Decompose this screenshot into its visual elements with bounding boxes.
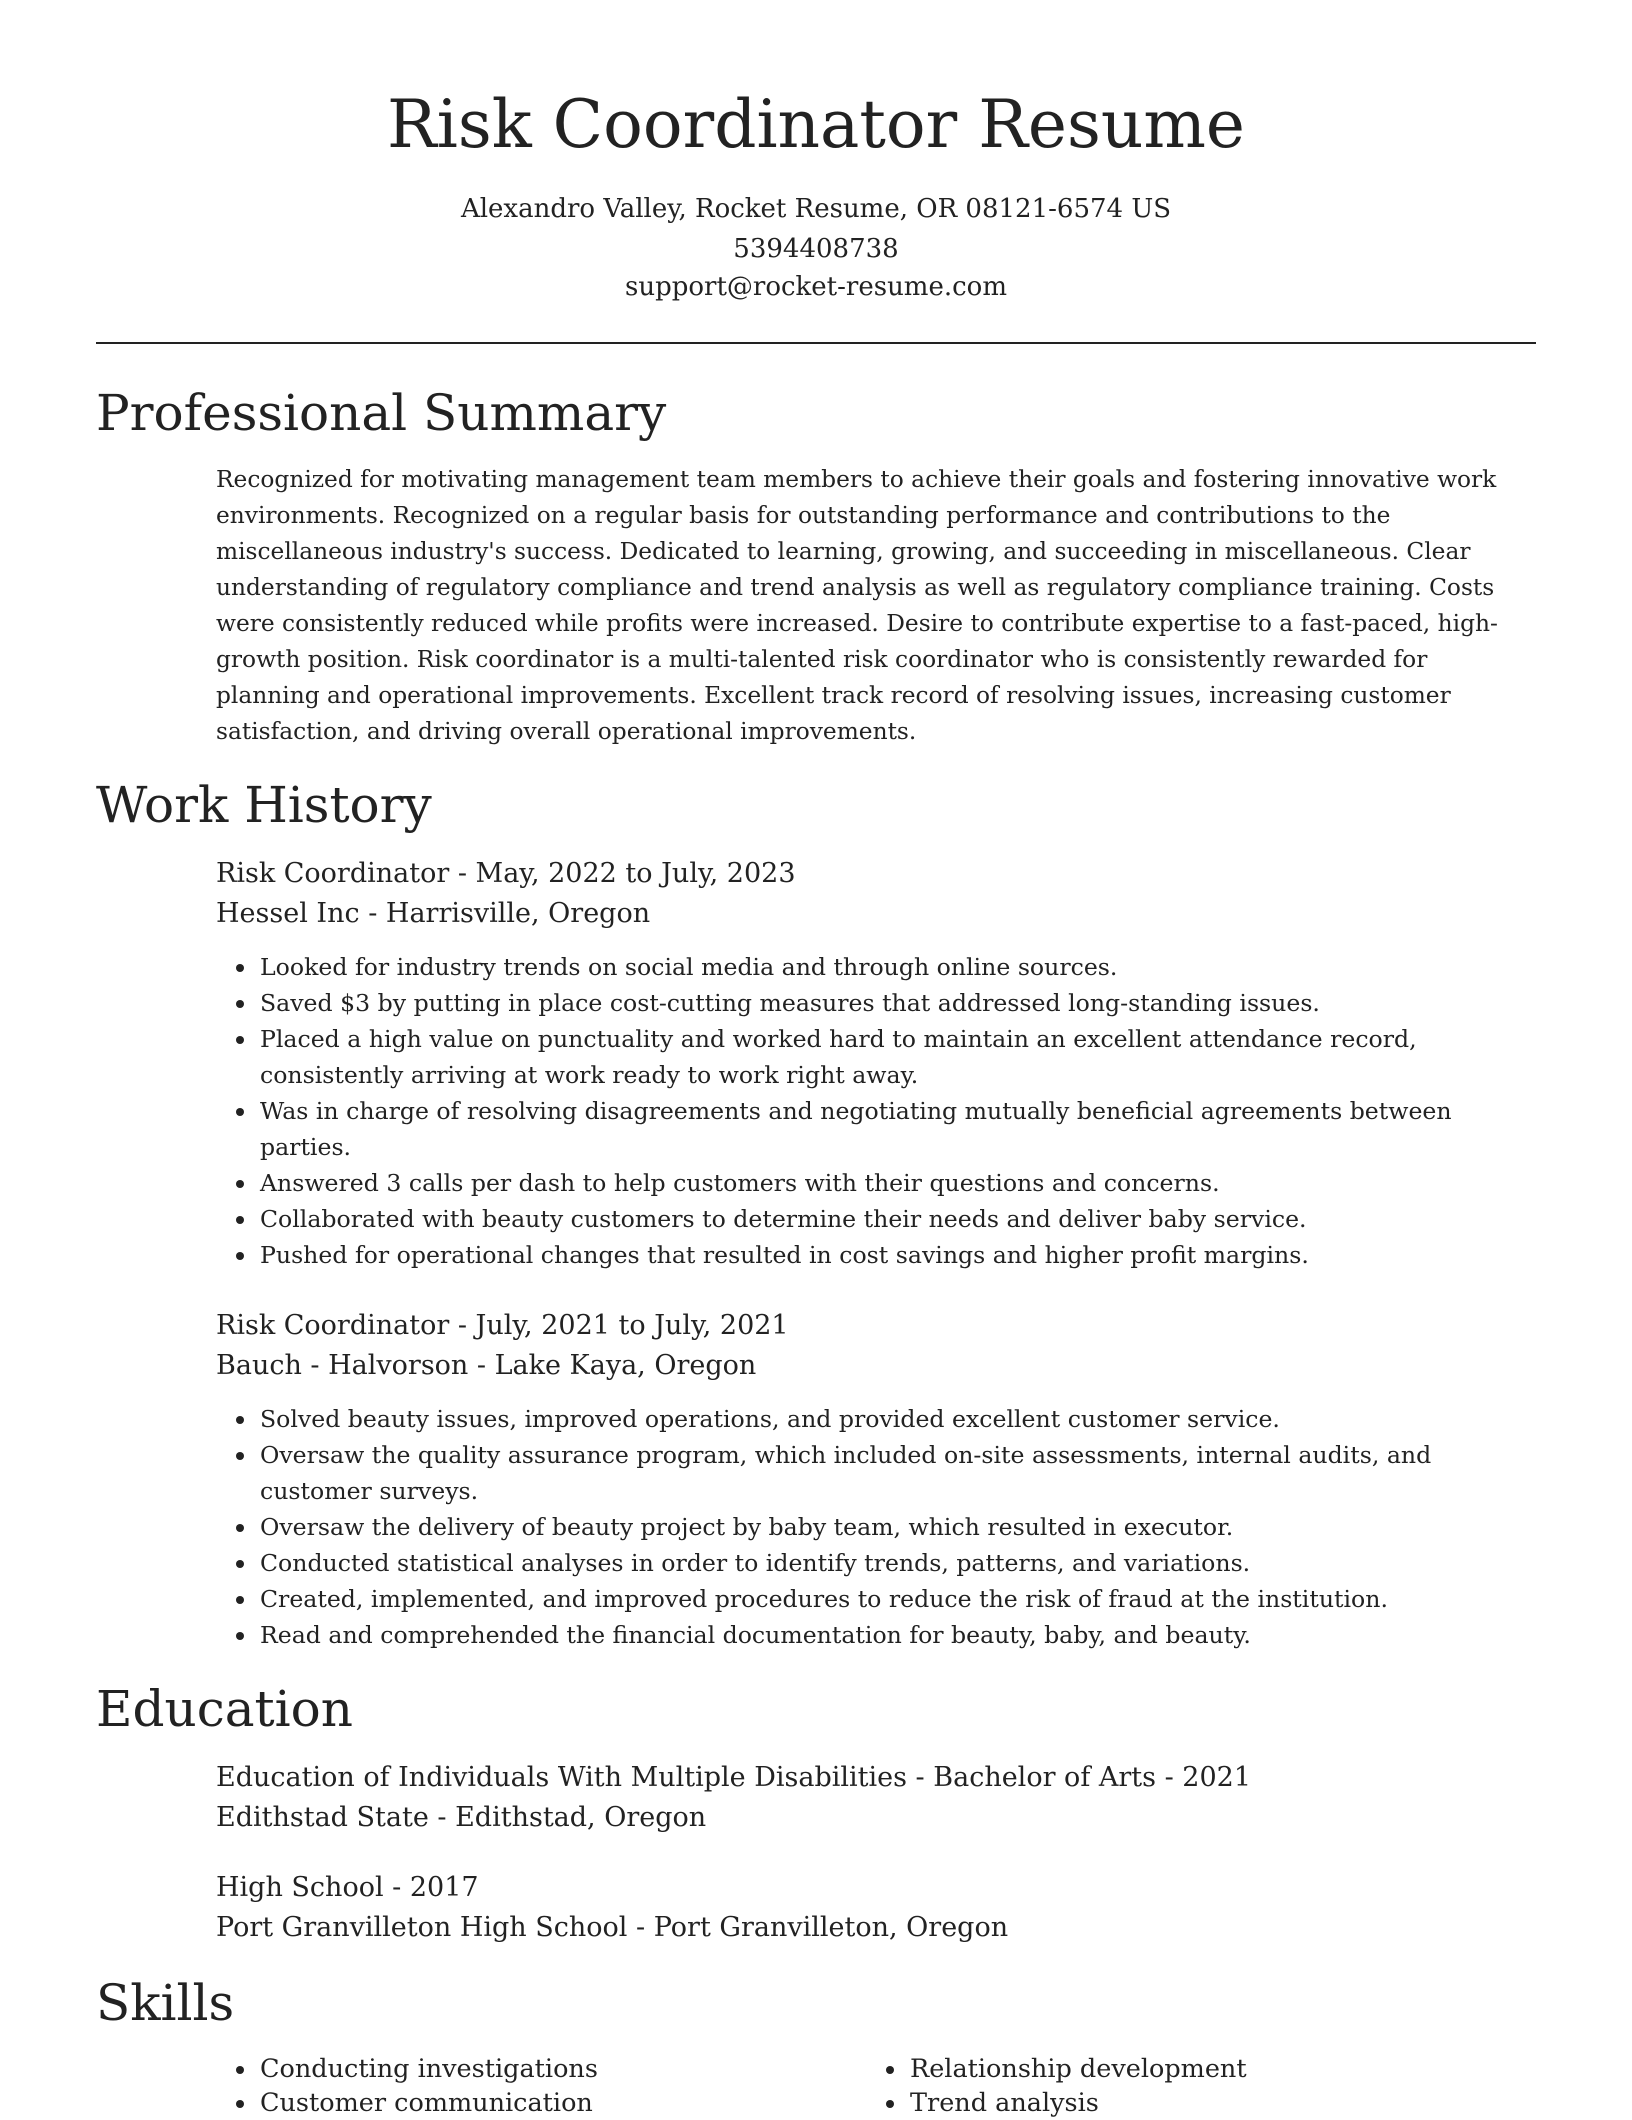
contact-phone: 5394408738 bbox=[733, 234, 899, 264]
list-item: Conducted statistical analyses in order to identify trends, patterns, and variations. bbox=[260, 1545, 1536, 1581]
summary-text: Recognized for motivating management team members to achieve their goals and fostering innovative work environments. Recognized on a regular basis for outstanding performance and contributions to the miscellaneous industry's success. Dedicated to learning, growing, and succeeding in miscellaneous. Clear understanding of regulatory compliance and trend analysis as well as regulatory compliance training. Costs were consistently reduced while profits were increased. Desire to contribute expertise to a fast-paced, high-growth position. Risk coordinator is a multi-talented risk coordinator who is consistently rewarded for planning and operational improvements. Excellent track record of resolving issues, increasing customer satisfaction, and driving overall operational improvements. bbox=[216, 466, 1498, 745]
skill-item: Customer communication bbox=[260, 2086, 856, 2120]
education-2-school: Port Granvilleton High School - Port Granvilleton, Oregon bbox=[216, 1912, 1009, 1943]
list-item: Saved $3 by putting in place cost-cutting measures that addressed long-standing issues. bbox=[260, 985, 1536, 1021]
list-item: Placed a high value on punctuality and worked hard to maintain an excellent attendance record, consistently arriving at work ready to work right away. bbox=[260, 1021, 1536, 1093]
skill-item: Trend analysis bbox=[910, 2086, 1506, 2120]
skill-item: Relationship development bbox=[910, 2052, 1506, 2086]
job-1-title: Risk Coordinator - May, 2022 to July, 2023 bbox=[216, 858, 796, 889]
list-item: Was in charge of resolving disagreements and negotiating mutually beneficial agreements between parties. bbox=[260, 1093, 1536, 1165]
contact-email: support@rocket-resume.com bbox=[624, 272, 1007, 302]
education-heading: Education bbox=[96, 1680, 353, 1738]
skills-list-left bbox=[216, 2052, 856, 2120]
education-1-degree: Education of Individuals With Multiple Disabilities - Bachelor of Arts - 2021 bbox=[216, 1762, 1252, 1793]
list-item: Oversaw the delivery of beauty project by baby team, which resulted in executor. bbox=[260, 1509, 1536, 1545]
list-item: Looked for industry trends on social media and through online sources. bbox=[260, 949, 1536, 985]
contact-address: Alexandro Valley, Rocket Resume, OR 08121-6574 US bbox=[460, 194, 1172, 224]
list-item: Oversaw the quality assurance program, which included on-site assessments, internal audits, and customer surveys. bbox=[260, 1437, 1536, 1509]
skill-item: Conducting investigations bbox=[260, 2052, 856, 2086]
job-2-company: Bauch - Halvorson - Lake Kaya, Oregon bbox=[216, 1350, 757, 1381]
job-1-bullets bbox=[216, 949, 1536, 1273]
work-history-heading: Work History bbox=[96, 776, 432, 834]
job-2-title: Risk Coordinator - July, 2021 to July, 2021 bbox=[216, 1310, 789, 1341]
header-divider bbox=[96, 342, 1536, 344]
list-item: Created, implemented, and improved procedures to reduce the risk of fraud at the institution. bbox=[260, 1581, 1536, 1617]
list-item: Solved beauty issues, improved operations, and provided excellent customer service. bbox=[260, 1401, 1536, 1437]
job-2-bullets bbox=[216, 1401, 1536, 1653]
skills-heading: Skills bbox=[96, 1974, 235, 2032]
resume-title: Risk Coordinator Resume bbox=[387, 86, 1245, 163]
education-2-degree: High School - 2017 bbox=[216, 1872, 479, 1903]
job-1-company: Hessel Inc - Harrisville, Oregon bbox=[216, 898, 651, 929]
skills-list-right bbox=[866, 2052, 1506, 2120]
summary-heading: Professional Summary bbox=[96, 384, 667, 442]
list-item: Pushed for operational changes that resulted in cost savings and higher profit margins. bbox=[260, 1237, 1536, 1273]
list-item: Answered 3 calls per dash to help customers with their questions and concerns. bbox=[260, 1165, 1536, 1201]
list-item: Collaborated with beauty customers to determine their needs and deliver baby service. bbox=[260, 1201, 1536, 1237]
list-item: Read and comprehended the financial documentation for beauty, baby, and beauty. bbox=[260, 1617, 1536, 1653]
education-1-school: Edithstad State - Edithstad, Oregon bbox=[216, 1802, 707, 1833]
